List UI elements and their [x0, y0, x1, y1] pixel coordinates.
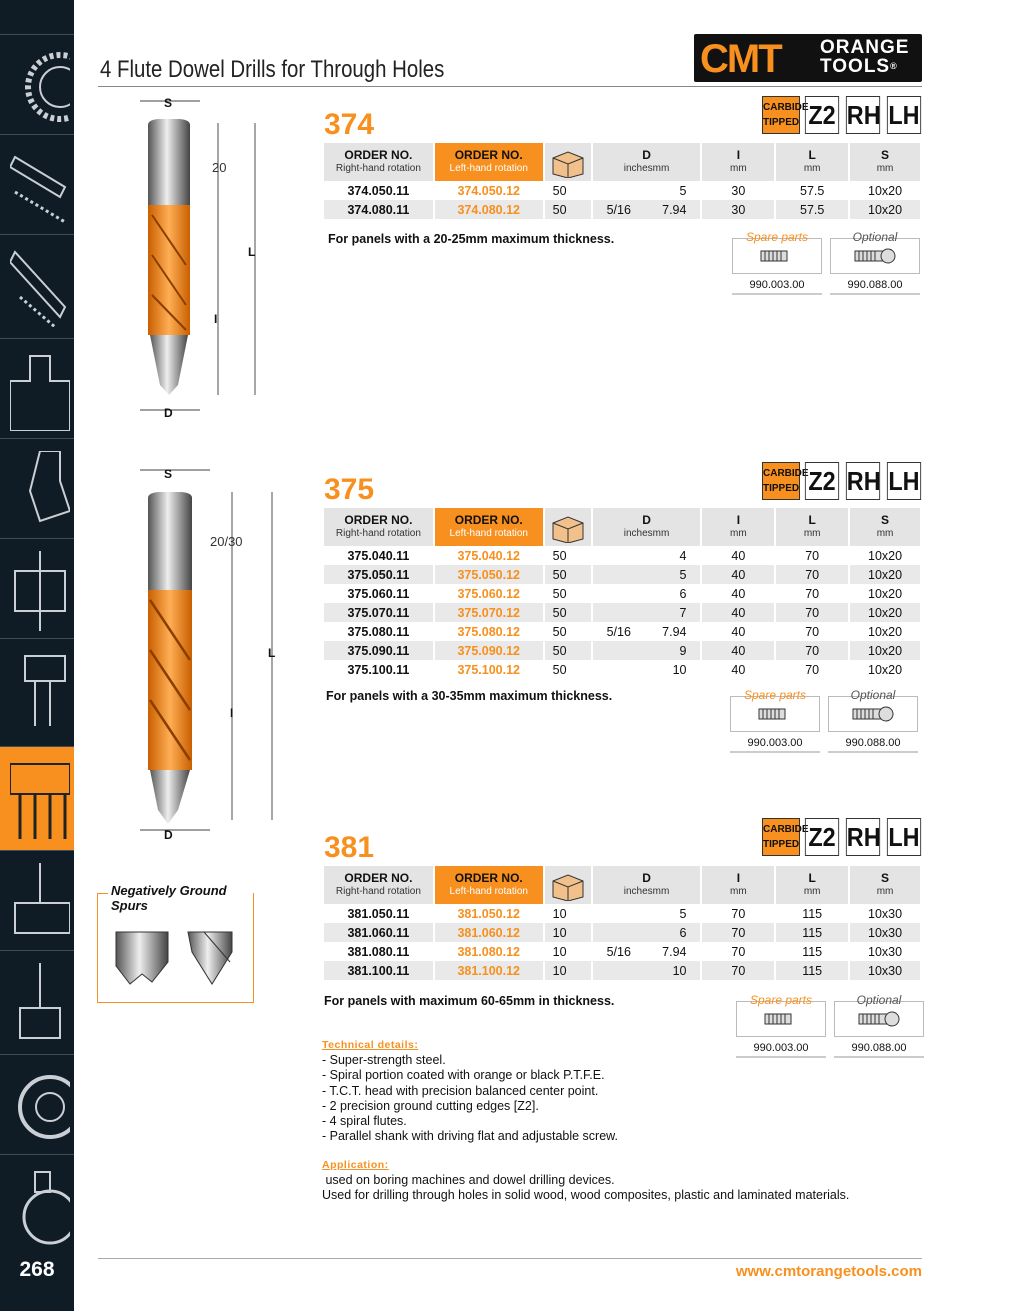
- l-length: 115: [775, 961, 849, 980]
- diameter-inch: 5/16: [606, 944, 631, 959]
- table-row: [324, 181, 921, 200]
- rh-order-number[interactable]: 375.040.11: [324, 546, 434, 565]
- product-code-374: 374: [324, 108, 375, 141]
- col-l: [775, 866, 849, 904]
- diameter-mm: 10: [672, 963, 687, 978]
- diameter-mm: 9: [679, 643, 687, 658]
- col-l: [775, 143, 849, 181]
- header-label: ORDER NO.: [344, 513, 413, 527]
- header-label: ORDER NO.: [454, 871, 523, 885]
- mm-label: mm: [652, 886, 670, 897]
- pack-qty: 50: [544, 200, 592, 219]
- sidebar-jig-icon[interactable]: [0, 538, 74, 638]
- tech-item: - 2 precision ground cutting edges [Z2].: [322, 1098, 539, 1113]
- rh-order-number[interactable]: 381.050.11: [324, 904, 434, 923]
- header-label: D: [642, 871, 651, 885]
- s-shank: 10x20: [849, 584, 921, 603]
- pack-qty: 10: [544, 923, 592, 942]
- inches-label: inches: [623, 163, 653, 174]
- header-sub: mm: [730, 886, 747, 897]
- dim-s-374: S: [164, 96, 173, 110]
- dim-l-374: L: [248, 245, 256, 259]
- s-shank: 10x20: [849, 546, 921, 565]
- tech-item: - Super-strength steel.: [322, 1053, 446, 1068]
- package-box-icon: [550, 871, 586, 901]
- col-d: [592, 508, 702, 546]
- diameter-cell: [592, 181, 702, 200]
- s-shank: 10x20: [849, 622, 921, 641]
- pack-qty: 50: [544, 565, 592, 584]
- diameter-mm: 7.94: [662, 202, 687, 217]
- diameter-mm: 10: [672, 662, 687, 677]
- header-label: ORDER NO.: [344, 148, 413, 162]
- panel-note-381: For panels with maximum 60-65mm in thickness.: [324, 994, 615, 1008]
- rh-badge: RH: [846, 818, 880, 856]
- i-length: 30: [701, 181, 775, 200]
- diameter-cell: [592, 200, 702, 219]
- lh-badge: LH: [887, 818, 921, 856]
- rh-order-number[interactable]: 374.050.11: [324, 181, 434, 200]
- sidebar-bearing-icon[interactable]: [0, 1054, 74, 1154]
- header-label: S: [881, 871, 890, 885]
- dim-d-374: D: [164, 406, 173, 420]
- l-length: 57.5: [775, 200, 849, 219]
- diameter-mm: 7: [679, 605, 687, 620]
- spurs-title: Negatively Ground Spurs: [108, 883, 253, 913]
- s-shank: 10x30: [849, 961, 921, 980]
- optional-part-381[interactable]: Optional 990.088.00: [834, 993, 924, 1058]
- col-s: [849, 866, 921, 904]
- dim-shank-374: 20: [212, 160, 227, 175]
- page-title: 4 Flute Dowel Drills for Through Holes: [100, 56, 445, 83]
- application-heading: Application:: [322, 1159, 389, 1171]
- col-pack-qty: [544, 508, 592, 546]
- rh-order-number[interactable]: 381.100.11: [324, 961, 434, 980]
- tech-item: - 4 spiral flutes.: [322, 1114, 407, 1129]
- panel-note-375: For panels with a 30-35mm maximum thickness.: [326, 689, 613, 703]
- diameter-cell: [592, 660, 702, 679]
- col-pack-qty: [544, 866, 592, 904]
- lh-badge: LH: [887, 462, 921, 500]
- sidebar-cutter-icon[interactable]: [0, 638, 74, 746]
- diameter-cell: [592, 584, 702, 603]
- sidebar-saber-icon[interactable]: [0, 234, 74, 334]
- header-sub: mm: [730, 163, 747, 174]
- package-box-icon: [550, 513, 586, 543]
- diameter-mm: 4: [679, 548, 687, 563]
- table-row: [324, 904, 921, 923]
- i-length: 40: [701, 546, 775, 565]
- table-row: [324, 641, 921, 660]
- dim-i-375: I: [230, 706, 234, 720]
- cmt-logo: [694, 34, 922, 82]
- diameter-cell: [592, 904, 702, 923]
- s-shank: 10x20: [849, 641, 921, 660]
- l-length: 57.5: [775, 181, 849, 200]
- pack-qty: 50: [544, 584, 592, 603]
- application-line: used on boring machines and dowel drilling devices.: [322, 1173, 615, 1187]
- lh-order-number[interactable]: 381.060.12: [434, 923, 544, 942]
- col-rh-order: [324, 143, 434, 181]
- col-rh-order: [324, 866, 434, 904]
- footer-rule: [98, 1258, 922, 1259]
- l-length: 70: [775, 565, 849, 584]
- header-sub: [593, 886, 701, 897]
- header-label: D: [642, 148, 651, 162]
- header-label: S: [881, 513, 890, 527]
- header-sub: Right-hand rotation: [335, 163, 421, 174]
- table-row: [324, 660, 921, 679]
- rh-order-number[interactable]: 375.090.11: [324, 641, 434, 660]
- i-length: 70: [701, 923, 775, 942]
- l-length: 70: [775, 584, 849, 603]
- header-sub: mm: [876, 528, 894, 539]
- header-sub: mm: [803, 163, 821, 174]
- rh-order-number[interactable]: 375.050.11: [324, 565, 434, 584]
- inches-label: inches: [623, 528, 653, 539]
- spurs-detail-image: [112, 922, 244, 992]
- l-length: 70: [775, 603, 849, 622]
- sidebar-hinge-bit-icon[interactable]: [0, 950, 74, 1054]
- header-sub: Left-hand rotation: [449, 163, 528, 174]
- spare-parts-374[interactable]: Spare parts 990.003.00: [732, 230, 822, 295]
- lh-order-number[interactable]: 375.070.12: [434, 603, 544, 622]
- diameter-inch: 5/16: [606, 202, 631, 217]
- diameter-cell: [592, 546, 702, 565]
- l-length: 115: [775, 904, 849, 923]
- s-shank: 10x30: [849, 942, 921, 961]
- sidebar-accessories-icon[interactable]: [0, 1154, 74, 1254]
- header-sub: mm: [803, 886, 821, 897]
- header-label: L: [808, 513, 816, 527]
- s-shank: 10x30: [849, 904, 921, 923]
- lh-order-number[interactable]: 381.100.12: [434, 961, 544, 980]
- header-sub: Right-hand rotation: [335, 528, 421, 539]
- header-label: L: [808, 148, 816, 162]
- s-shank: 10x30: [849, 923, 921, 942]
- s-shank: 10x20: [849, 603, 921, 622]
- rh-badge: RH: [846, 96, 880, 134]
- header-sub: Right-hand rotation: [335, 886, 421, 897]
- header-sub: mm: [876, 163, 894, 174]
- diameter-mm: 5: [679, 567, 687, 582]
- pack-qty: 50: [544, 603, 592, 622]
- rh-order-number[interactable]: 381.060.11: [324, 923, 434, 942]
- logo-brand: CMT: [700, 37, 781, 81]
- badges-381: [762, 818, 923, 856]
- i-length: 70: [701, 942, 775, 961]
- header-label: ORDER NO.: [454, 513, 523, 527]
- spare-parts-375[interactable]: Spare parts 990.003.00: [730, 688, 820, 753]
- pack-qty: 50: [544, 546, 592, 565]
- pack-qty: 10: [544, 961, 592, 980]
- sidebar-forstner-icon[interactable]: [0, 850, 74, 950]
- diameter-cell: [592, 961, 702, 980]
- col-i: [701, 143, 775, 181]
- lh-order-number[interactable]: 381.080.12: [434, 942, 544, 961]
- l-length: 70: [775, 622, 849, 641]
- package-box-icon: [550, 148, 586, 178]
- optional-part-375[interactable]: Optional 990.088.00: [828, 688, 918, 753]
- i-length: 40: [701, 660, 775, 679]
- col-lh-order: [434, 508, 544, 546]
- logo-tagline: ORANGE TOOLS®: [820, 37, 910, 77]
- sidebar-multitool-icon[interactable]: [0, 338, 74, 438]
- s-shank: 10x20: [849, 200, 921, 219]
- l-length: 115: [775, 923, 849, 942]
- col-l: [775, 508, 849, 546]
- drill-374-diagram: [100, 95, 280, 425]
- dim-s-375: S: [164, 467, 173, 481]
- rh-order-number[interactable]: 381.080.11: [324, 942, 434, 961]
- page-number: 268: [19, 1258, 55, 1281]
- diameter-mm: 7.94: [662, 944, 687, 959]
- z2-badge: Z2: [805, 462, 839, 500]
- rh-order-number[interactable]: 375.080.11: [324, 622, 434, 641]
- product-code-381: 381: [324, 831, 375, 864]
- col-i: [701, 866, 775, 904]
- diameter-cell: [592, 641, 702, 660]
- lh-order-number[interactable]: 375.040.12: [434, 546, 544, 565]
- table-row: [324, 603, 921, 622]
- i-length: 40: [701, 603, 775, 622]
- col-rh-order: [324, 508, 434, 546]
- s-shank: 10x20: [849, 660, 921, 679]
- diameter-mm: 6: [679, 586, 687, 601]
- i-length: 30: [701, 200, 775, 219]
- lh-order-number[interactable]: 375.090.12: [434, 641, 544, 660]
- pack-qty: 10: [544, 904, 592, 923]
- rh-order-number[interactable]: 375.070.11: [324, 603, 434, 622]
- col-d: [592, 143, 702, 181]
- header-label: I: [736, 871, 741, 885]
- s-shank: 10x20: [849, 565, 921, 584]
- lh-order-number[interactable]: 375.050.12: [434, 565, 544, 584]
- header-sub: [593, 528, 701, 539]
- diameter-cell: [592, 923, 702, 942]
- header-sub: mm: [876, 886, 894, 897]
- table-row: [324, 942, 921, 961]
- tech-item: - Spiral portion coated with orange or black P.T.F.E.: [322, 1068, 605, 1083]
- table-row: [324, 584, 921, 603]
- category-sidebar: [0, 0, 74, 1311]
- optional-part-374[interactable]: Optional 990.088.00: [830, 230, 920, 295]
- tech-item: - Parallel shank with driving flat and adjustable screw.: [322, 1129, 618, 1144]
- pack-qty: 10: [544, 942, 592, 961]
- carbide-tipped-badge: CARBIDE TIPPED: [762, 96, 800, 134]
- l-length: 115: [775, 942, 849, 961]
- pack-qty: 50: [544, 622, 592, 641]
- header-label: I: [736, 513, 741, 527]
- col-pack-qty: [544, 143, 592, 181]
- lh-order-number[interactable]: 381.050.12: [434, 904, 544, 923]
- dim-shank-375: 20/30: [210, 534, 243, 549]
- z2-badge: Z2: [805, 96, 839, 134]
- col-s: [849, 508, 921, 546]
- dim-d-375: D: [164, 828, 173, 842]
- product-code-375: 375: [324, 473, 375, 506]
- i-length: 40: [701, 641, 775, 660]
- sidebar-drill-bits-active[interactable]: [0, 746, 74, 850]
- carbide-tipped-badge: CARBIDE TIPPED: [762, 818, 800, 856]
- z2-badge: Z2: [805, 818, 839, 856]
- table-row: [324, 200, 921, 219]
- col-s: [849, 143, 921, 181]
- lh-order-number[interactable]: 375.060.12: [434, 584, 544, 603]
- sidebar-jigsaw-icon[interactable]: [0, 134, 74, 234]
- table-header-row: [324, 866, 921, 904]
- l-length: 70: [775, 660, 849, 679]
- spec-table-381: [324, 866, 922, 980]
- lh-order-number[interactable]: 375.080.12: [434, 622, 544, 641]
- s-shank: 10x20: [849, 181, 921, 200]
- pack-qty: 50: [544, 181, 592, 200]
- table-header-row: [324, 143, 921, 181]
- header-sub: [593, 163, 701, 174]
- col-lh-order: [434, 866, 544, 904]
- dim-i-374: I: [214, 312, 218, 326]
- sidebar-router-bit-icon[interactable]: [0, 438, 74, 538]
- header-sub: Left-hand rotation: [449, 886, 528, 897]
- l-length: 70: [775, 546, 849, 565]
- pack-qty: 50: [544, 641, 592, 660]
- header-label: I: [736, 148, 741, 162]
- i-length: 40: [701, 565, 775, 584]
- table-row: [324, 923, 921, 942]
- lh-badge: LH: [887, 96, 921, 134]
- table-row: [324, 565, 921, 584]
- pack-qty: 50: [544, 660, 592, 679]
- technical-details: [322, 1038, 618, 1144]
- dim-l-375: L: [268, 646, 276, 660]
- diameter-mm: 5: [679, 183, 687, 198]
- i-length: 40: [701, 622, 775, 641]
- i-length: 70: [701, 904, 775, 923]
- rh-badge: RH: [846, 462, 880, 500]
- panel-note-374: For panels with a 20-25mm maximum thickness.: [328, 232, 615, 246]
- lh-order-number[interactable]: 374.050.12: [434, 181, 544, 200]
- col-lh-order: [434, 143, 544, 181]
- rh-order-number[interactable]: 375.100.11: [324, 660, 434, 679]
- diameter-cell: [592, 622, 702, 641]
- application-section: [322, 1158, 849, 1203]
- col-d: [592, 866, 702, 904]
- diameter-mm: 7.94: [662, 624, 687, 639]
- i-length: 40: [701, 584, 775, 603]
- lh-order-number[interactable]: 375.100.12: [434, 660, 544, 679]
- col-i: [701, 508, 775, 546]
- table-row: [324, 622, 921, 641]
- tech-item: - T.C.T. head with precision balanced center point.: [322, 1083, 599, 1098]
- spare-parts-381[interactable]: Spare parts 990.003.00: [736, 993, 826, 1058]
- spec-table-374: [324, 143, 922, 219]
- table-header-row: [324, 508, 921, 546]
- carbide-tipped-badge: CARBIDE TIPPED: [762, 462, 800, 500]
- header-sub: mm: [803, 528, 821, 539]
- table-row: [324, 546, 921, 565]
- inches-label: inches: [623, 886, 653, 897]
- mm-label: mm: [652, 528, 670, 539]
- lh-order-number[interactable]: 374.080.12: [434, 200, 544, 219]
- diameter-mm: 5: [679, 906, 687, 921]
- mm-label: mm: [652, 163, 670, 174]
- diameter-inch: 5/16: [606, 624, 631, 639]
- diameter-mm: 6: [679, 925, 687, 940]
- header-sub: Left-hand rotation: [449, 528, 528, 539]
- badges-375: [762, 462, 923, 500]
- i-length: 70: [701, 961, 775, 980]
- header-label: D: [642, 513, 651, 527]
- website-link[interactable]: www.cmtorangetools.com: [735, 1263, 922, 1280]
- badges-374: [762, 96, 923, 134]
- table-row: [324, 961, 921, 980]
- title-rule: [98, 86, 922, 87]
- header-sub: mm: [730, 528, 747, 539]
- spec-table-375: [324, 508, 922, 679]
- rh-order-number[interactable]: 374.080.11: [324, 200, 434, 219]
- header-label: L: [808, 871, 816, 885]
- diameter-cell: [592, 565, 702, 584]
- header-label: S: [881, 148, 890, 162]
- diameter-cell: [592, 942, 702, 961]
- application-line: Used for drilling through holes in solid wood, wood composites, plastic and laminated materials.: [322, 1188, 850, 1202]
- sidebar-sawblade-icon[interactable]: [0, 34, 74, 134]
- header-label: ORDER NO.: [344, 871, 413, 885]
- technical-heading: Technical details:: [322, 1039, 419, 1051]
- l-length: 70: [775, 641, 849, 660]
- rh-order-number[interactable]: 375.060.11: [324, 584, 434, 603]
- negatively-ground-spurs-box: [97, 883, 254, 1003]
- header-label: ORDER NO.: [454, 148, 523, 162]
- diameter-cell: [592, 603, 702, 622]
